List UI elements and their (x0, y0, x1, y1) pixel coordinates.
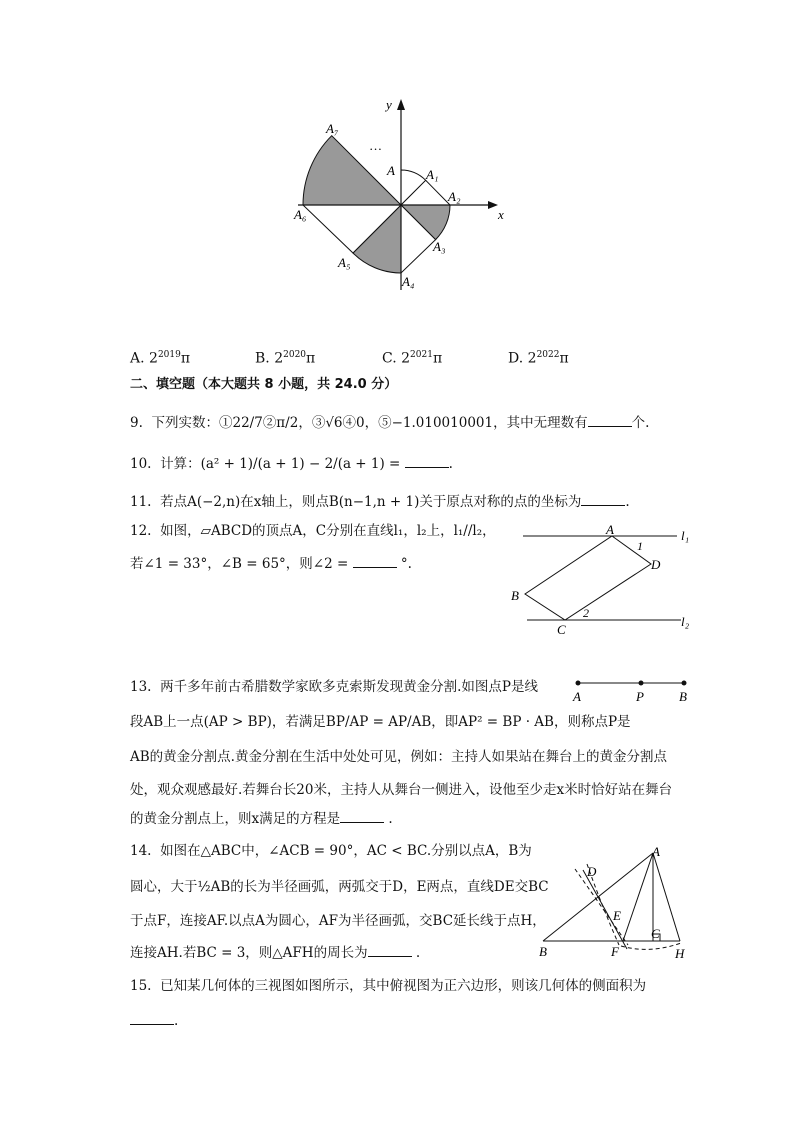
label-d: D (651, 557, 661, 572)
answer-blank[interactable] (588, 412, 632, 427)
question-text: 若∠1 = 33°，∠B = 65°，则∠2 = (130, 556, 349, 572)
question-14-line2 (130, 877, 549, 897)
figure-spiral (288, 95, 508, 295)
label-p: P (636, 689, 644, 704)
label-d: D (587, 864, 597, 879)
option-letter: B. (255, 350, 270, 367)
point-b (682, 681, 687, 686)
question-13 (130, 677, 538, 697)
option-exp: 2021 (410, 350, 433, 360)
question-text: 若点A(−2,n)在x轴上，则点B(n−1,n + 1)关于原点对称的点的坐标为 (160, 494, 582, 510)
label-b: B (511, 588, 519, 603)
label-a1: A₁ (426, 167, 439, 182)
label-a5: A₅ (338, 255, 351, 270)
label-a4: A₄ (402, 274, 415, 289)
question-14 (130, 841, 532, 861)
label-c: C (651, 926, 660, 941)
label-a7: A₇ (326, 121, 339, 136)
question-text: 连接AH.若BC = 3，则△AFH的周长为 (130, 945, 368, 961)
option-base: 2 (527, 350, 537, 367)
question-text: 处，观众观感最好.若舞台长20米，主持人从舞台一侧进入，设他至少走x米时恰好站在舞台 (130, 782, 673, 798)
axis-x-label: x (498, 207, 504, 222)
figure-parallelogram (505, 522, 705, 637)
section-heading: 二、填空题（本大题共 8 小题，共 24.0 分） (130, 377, 398, 392)
question-text: ②π/2，③√6④0，⑤−1.010010001，其中无理数有 (262, 415, 588, 431)
answer-blank[interactable] (353, 553, 397, 568)
label-a: A (652, 844, 660, 859)
label-h: H (675, 946, 685, 961)
question-text: 如图在△ABC中，∠ACB = 90°，AC < BC.分别以点A，B为 (160, 843, 532, 859)
question-text: . (415, 945, 421, 961)
option-base: 2 (149, 350, 158, 367)
option-b[interactable] (255, 345, 315, 369)
question-number: 15. (130, 978, 152, 994)
label-l2: l₂ (681, 614, 690, 629)
option-letter: C. (382, 350, 397, 367)
x-axis-arrow (488, 201, 498, 209)
question-12 (130, 521, 496, 541)
label-a: A (573, 689, 581, 704)
option-base: 2 (274, 350, 284, 367)
question-9 (130, 412, 649, 433)
label-f: F (611, 944, 619, 959)
question-text: 的黄金分割点上，则x满足的方程是 (130, 811, 341, 827)
answer-blank[interactable] (405, 453, 449, 468)
question-15 (130, 976, 646, 996)
label-a: A (387, 163, 395, 178)
fraction-22-7: 22/7 (232, 415, 263, 431)
option-c[interactable] (382, 345, 442, 369)
question-number: 9. (130, 415, 143, 431)
option-exp: 2020 (283, 350, 307, 360)
question-number: 11. (130, 494, 152, 510)
y-axis-arrow (397, 99, 405, 110)
question-15-line2 (130, 1010, 178, 1031)
question-text: °. (400, 556, 412, 572)
question-13-line2 (130, 712, 631, 732)
answer-blank[interactable] (581, 491, 625, 506)
question-text: 段AB上一点(AP > BP)，若满足BP/AP = AP/AB，即AP² = BP · AB，则称点P是 (130, 714, 631, 730)
option-tail: π (559, 350, 569, 367)
question-number: 13. (130, 679, 152, 695)
question-number: 14. (130, 843, 152, 859)
option-a[interactable] (130, 345, 190, 369)
question-number: 10. (130, 456, 152, 472)
question-13-line3 (130, 747, 667, 767)
question-text: 如图，▱ABCD的顶点A，C分别在直线l₁，l₂上，l₁//l₂， (160, 523, 496, 539)
question-text: . (174, 1013, 179, 1029)
question-text: 两千多年前古希腊数学家欧多克索斯发现黄金分割.如图点P是线 (160, 679, 538, 695)
label-b: B (679, 689, 687, 704)
question-text: . (448, 456, 453, 472)
answer-blank[interactable] (130, 1010, 174, 1025)
figure-golden-section (568, 675, 698, 705)
question-text: 计算：(a² + 1)/(a + 1) − 2/(a + 1) = (160, 456, 401, 472)
option-d[interactable] (508, 345, 569, 369)
option-tail: π (306, 350, 316, 367)
option-letter: A. (130, 350, 145, 367)
label-angle-2: 2 (583, 606, 589, 620)
segment-af (623, 853, 653, 941)
option-exp: 2019 (157, 350, 181, 360)
dots-label: … (370, 138, 382, 153)
question-text: . (625, 494, 630, 510)
question-10 (130, 453, 453, 474)
axis-y-label: y (386, 97, 392, 112)
question-13-line5 (130, 808, 393, 829)
label-l1: l₁ (681, 528, 690, 543)
question-13-line4 (130, 780, 672, 800)
arc-d (575, 869, 628, 945)
question-text: AB的黄金分割点.黄金分割在生活中处处可见，例如：主持人如果站在舞台上的黄金分割点 (130, 749, 667, 765)
arc-h (621, 943, 681, 949)
question-text: 于点F，连接AF.以点A为圆心，AF为半径画弧，交BC延长线于点H， (130, 913, 546, 929)
option-tail: π (432, 350, 443, 367)
label-a: A (606, 522, 614, 537)
option-base: 2 (401, 350, 411, 367)
question-text: 已知某几何体的三视图如图所示，其中俯视图为正六边形，则该几何体的侧面积为 (160, 978, 647, 994)
question-11 (130, 491, 630, 512)
label-b: B (539, 944, 547, 959)
label-c: C (557, 622, 566, 637)
question-number: 12. (130, 523, 152, 539)
question-text: 个. (631, 415, 650, 431)
point-p (639, 681, 644, 686)
option-exp: 2022 (536, 350, 560, 360)
question-text: . (388, 811, 393, 827)
question-12-line2 (130, 553, 412, 574)
question-text: 圆心，大于½AB的长为半径画弧，两弧交于D，E两点，直线DE交BC (130, 879, 549, 895)
label-angle-1: 1 (637, 539, 643, 553)
question-14-line3 (130, 911, 546, 931)
question-text: 下列实数：① (151, 415, 233, 431)
label-a2: A₂ (448, 189, 461, 204)
point-a (576, 681, 581, 686)
answer-blank[interactable] (340, 808, 384, 823)
figure-triangle-abc (535, 842, 695, 967)
label-a6: A₆ (294, 207, 307, 222)
option-tail: π (180, 350, 191, 367)
label-e: E (613, 908, 621, 923)
answer-blank[interactable] (368, 942, 412, 957)
option-letter: D. (508, 350, 524, 367)
question-14-line4 (130, 942, 420, 963)
label-a3: A₃ (433, 239, 446, 254)
